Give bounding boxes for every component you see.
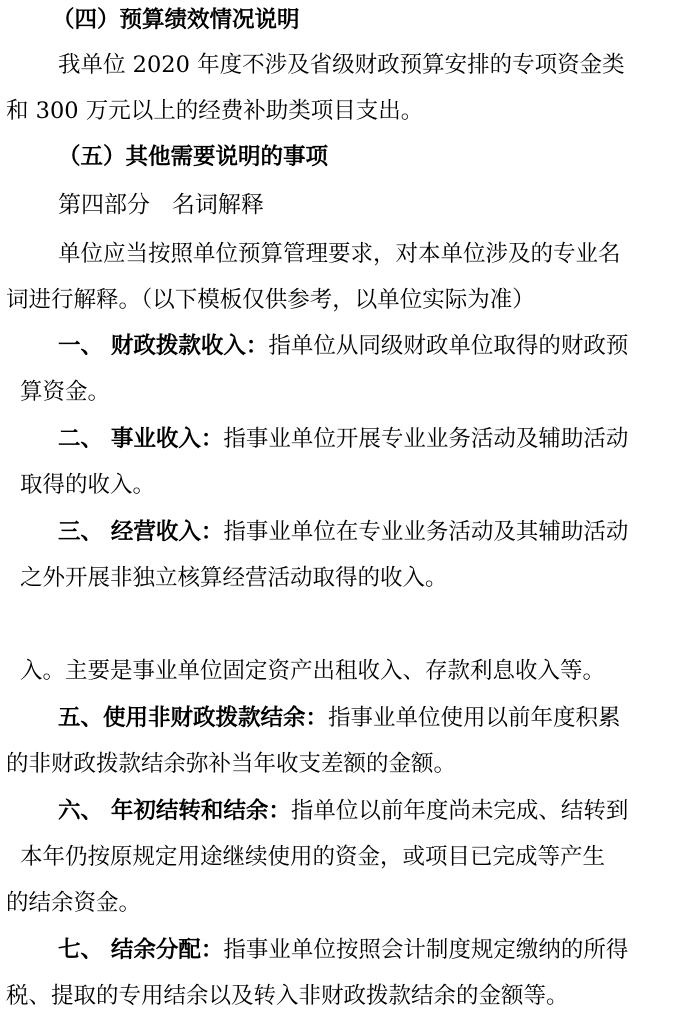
term-definition: 指事业单位按照会计制度规定缴纳的所得 bbox=[223, 937, 629, 963]
term-other-income-line1 bbox=[58, 604, 692, 646]
term-label: 五、使用非财政拨款结余： bbox=[58, 705, 329, 731]
term-surplus-distribution-line2: 税、提取的专用结余以及转入非财政拨款结余的金额等。 bbox=[6, 983, 569, 1009]
term-definition: 指单位以前年度尚未完成、结转到 bbox=[290, 798, 629, 824]
term-definition: 指事业单位开展专业业务活动及辅助活动 bbox=[223, 426, 629, 452]
term-other-income-line2: 入。主要是事业单位固定资产出租收入、存款利息收入等。 bbox=[20, 658, 606, 684]
term-carryover-line2: 本年仍按原规定用途继续使用的资金，或项目已完成等产生 bbox=[20, 844, 606, 870]
term-business-income-line2: 取得的收入。 bbox=[20, 472, 156, 498]
term-fiscal-appropriation-line1 bbox=[58, 325, 692, 367]
term-definition: 指单位从同级财政单位取得的财政预 bbox=[268, 333, 629, 359]
term-carryover-line1 bbox=[58, 790, 692, 832]
part-four-intro-line2: 词进行解释。（以下模板仅供参考，以单位实际为准） bbox=[6, 287, 535, 313]
part-four-intro-line1: 单位应当按照单位预算管理要求，对本单位涉及的专业名 bbox=[58, 241, 621, 267]
other-matters-heading: （五）其他需要说明的事项 bbox=[58, 144, 329, 170]
budget-performance-heading: （四）预算绩效情况说明 bbox=[52, 7, 300, 33]
term-carryover-line3: 的结余资金。 bbox=[6, 890, 142, 916]
budget-performance-text-line2: 和 300 万元以上的经费补助类项目支出。 bbox=[6, 98, 424, 124]
term-operating-income-line1 bbox=[58, 511, 692, 553]
term-label: 七、 结余分配： bbox=[58, 937, 224, 963]
term-non-fiscal-surplus-line1 bbox=[58, 697, 692, 739]
term-operating-income-line2: 之外开展非独立核算经营活动取得的收入。 bbox=[20, 565, 448, 591]
term-surplus-distribution-line1 bbox=[58, 929, 692, 971]
term-fiscal-appropriation-line2: 算资金。 bbox=[20, 379, 111, 405]
budget-performance-text-line1: 我单位 2020 年度不涉及省级财政预算安排的专项资金类 bbox=[58, 52, 625, 78]
term-business-income-line1 bbox=[58, 418, 692, 460]
term-definition: 指事业单位在专业业务活动及其辅助活动 bbox=[223, 519, 629, 545]
term-label: 二、 事业收入： bbox=[58, 426, 224, 452]
term-definition: 指事业单位使用以前年度积累 bbox=[328, 705, 621, 731]
term-label: 一、 财政拨款收入： bbox=[58, 333, 269, 359]
term-non-fiscal-surplus-line2: 的非财政拨款结余弥补当年收支差额的金额。 bbox=[6, 751, 457, 777]
term-label: 三、 经营收入： bbox=[58, 519, 224, 545]
term-label: 六、 年初结转和结余： bbox=[58, 798, 291, 824]
part-four-heading: 第四部分 名词解释 bbox=[58, 192, 264, 218]
